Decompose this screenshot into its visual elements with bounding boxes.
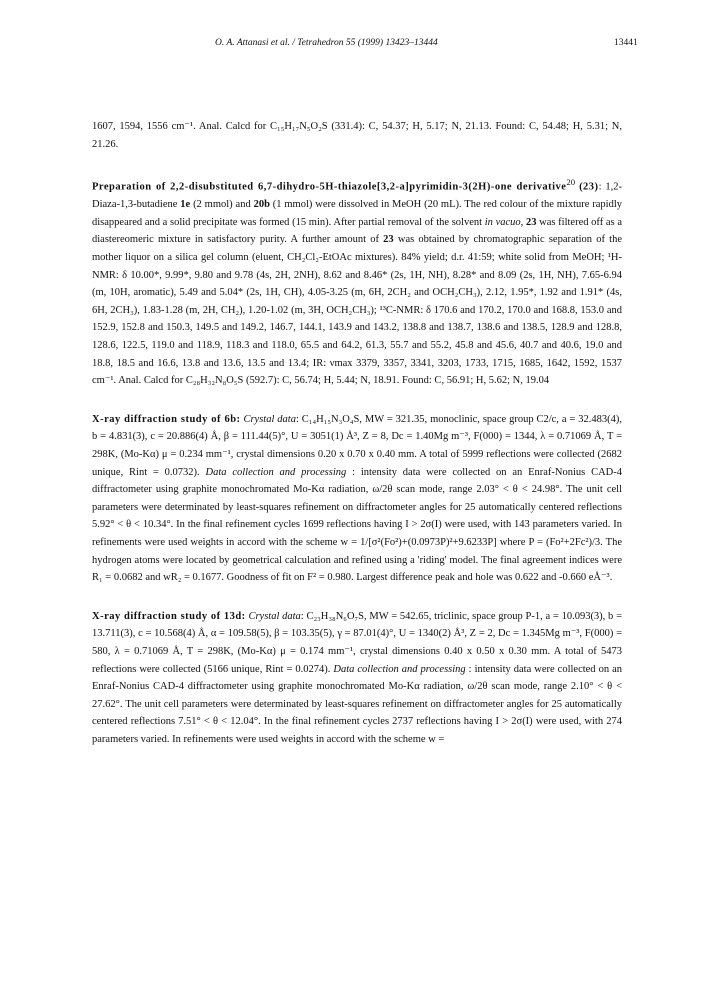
preparation-text: : 1,2-Diaza-1,3-butadiene xyxy=(92,181,622,211)
compound-number: (23) xyxy=(579,181,599,193)
running-header xyxy=(0,38,711,52)
xray-13d-heading: X-ray diffraction study of 13d: xyxy=(92,610,246,622)
data-collection-label: Data collection and processing xyxy=(205,466,347,478)
data-collection-label: Data collection and processing xyxy=(333,663,466,675)
xray-6b-text: : C₁₄H₁₅N₃O₄S, MW = 321.35, monoclinic, space group C2/c, a = 32.483(4), b = 4.831(3), c = 20.886(4) Å, β = 111.44(5)°, U = 3051(1) Å³, Z = 8, Dc = 1.40Mg m⁻³, F(000) = 1344, λ = 0.71069 Å, T = 298K, (Mo-Kα) μ = 0.234 mm⁻¹, crystal dimensions 0.20 x 0.70 x 0.40 mm. A total of 5999 reflections were collected (2682 unique, Rint = 0.0732). xyxy=(92,413,622,478)
xray-13d-text: : C₂₃H₃₈N₆O₇S, MW = 542.65, triclinic, space group P-1, a = 10.093(3), b = 13.711(3), c = 10.568(4) Å, α = 109.58(5), β = 103.35(5), γ = 87.01(4)°, U = 1340(2) Å³, Z = 2, Dc = 1.345Mg m⁻³, F(000) = 580, λ = 0.71069 Å, T = 298K, (Mo-Kα) μ = 0.174 mm⁻¹, crystal dimensions 0.40 x 0.50 x 0.30 mm. A total of 5473 reflections were collected (5166 unique, Rint = 0.0274). xyxy=(92,610,622,675)
crystal-data-label: Crystal data xyxy=(245,610,301,622)
analysis-text: 1607, 1594, 1556 cm⁻¹. Anal. Calcd for C₁₅H₁₇N₅O₂S (331.4): C, 54.37; H, 5.17; N, 21.13. Found: C, 54.48; H, 5.31; N, 21.26. xyxy=(92,121,622,150)
article-body xyxy=(92,118,622,770)
preparation-text: (1 mmol) were dissolved in MeOH (20 mL). The red colour of the mixture rapidly disappeared and a solid precipitate was formed (15 min). After partial removal of the solvent xyxy=(92,199,623,228)
preparation-text: (2 mmol) and xyxy=(190,199,254,211)
preparation-heading: Preparation of 2,2-disubstituted 6,7-dihydro-5H-thiazole[3,2-a]pyrimidin-3(2H)-one derivative xyxy=(92,181,567,193)
xray-6b-paragraph xyxy=(92,411,622,587)
running-title: O. A. Attanasi et al. / Tetrahedron 55 (1999) 13423–13444 xyxy=(215,38,438,48)
compound-ref: 23 xyxy=(383,234,394,246)
preparation-text: , xyxy=(520,216,526,228)
crystal-data-label: Crystal data xyxy=(240,413,296,425)
in-vacuo-text: in vacuo xyxy=(484,216,521,228)
compound-ref: 20b xyxy=(253,199,270,211)
compound-ref: 1e xyxy=(180,199,191,211)
xray-13d-paragraph xyxy=(92,608,622,749)
xray-6b-text: : intensity data were collected on an Enraf-Nonius CAD-4 diffractometer using graphite monochromated Mo-Kα radiation, ω/2θ scan mode, range 2.03° < θ < 24.98°. The unit cell parameters were determinated by least-squares refinement on diffractometer angles for 25 automatically centered reflections 5.92° < θ < 10.34°. In the final refinement cycles 1699 reflections having I > 2σ(I) were used, with 143 parameters varied. In refinements were used weights in accord with the scheme w = 1/[σ²(Fo²)+(0.0973P)²+9.6233P] where P = (Fo²+2Fc²)/3. The hydrogen atoms were located by geometrical calculation and refined using a 'riding' model. The final agreement indices were R₁ = 0.0682 and wR₂ = 0.1677. Goodness of fit on F² = 0.980. Largest difference peak and hole was 0.622 and -0.660 eÅ⁻³. xyxy=(92,466,622,584)
preparation-text: was obtained by chromatographic separation of the mother liquor on a silica gel column (eluent, CH₂Cl₂-EtOAc mixtures). 84% yield; d.r. 41:59; white solid from MeOH; ¹H-NMR: δ 10.00*, 9.99*, 9.80 and 9.78 (4s, 2H, 2NH), 8.62 and 8.46* (2s, 1H, NH), 8.28* and 8.09 (2s, 1H, NH), 7.65-6.94 (m, 10H, aromatic), 5.49 and 5.04* (2s, 1H, CH), 4.05-3.25 (m, 6H, 2CH₂ and OCH₂CH₃), 2.12, 1.95*, 1.92 and 1.91* (4s, 6H, 2CH₃), 1.83-1.28 (m, 2H, CH₂), 1.20-1.02 (m, 3H, OCH₂CH₃); ¹³C-NMR: δ 170.6 and 170.2, 170.0 and 168.8, 153.0 and 152.9, 152.8 and 150.3, 149.5 and 149.2, 146.7, 144.1, 143.9 and 143.2, 138.8 and 138.7, 138.6 and 138.5, 128.9 and 128.8, 128.6, 122.5, 119.0 and 118.9, 118.3 and 118.0, 65.5 and 64.2, 61.3, 55.7 and 55.2, 45.8 and 45.6, 40.7 and 40.6, 19.0 and 18.8, 18.5 and 16.6, 13.8 and 13.6, 13.5 and 13.4; IR: νmax 3379, 3357, 3341, 3203, 1733, 1715, 1685, 1642, 1592, 1537 cm⁻¹. Anal. Calcd for C₂₈H₃₂N₈O₅S (592.7): C, 56.74; H, 5.44; N, 18.91. Found: C, 56.91; H, 5.62; N, 19.04 xyxy=(92,234,622,387)
preparation-paragraph xyxy=(92,174,622,390)
preparation-text: was filtered off as a diastereomeric mixture in satisfactory purity. A further amount of xyxy=(92,216,622,246)
analysis-paragraph xyxy=(92,118,622,153)
xray-13d-text: : intensity data were collected on an Enraf-Nonius CAD-4 diffractometer using graphite monochromated Mo-Kα radiation, ω/2θ scan mode, range 2.10° < θ < 27.62°. The unit cell parameters were determinated by least-squares refinement on diffractometer angles for 25 automatically centered reflections 7.51° < θ < 12.04°. In the final refinement cycles 2737 reflections having I > 2σ(I) were used, with 274 parameters varied. In refinements were used weights in accord with the scheme w = xyxy=(92,663,622,745)
page-number: 13441 xyxy=(614,38,638,48)
heading-reference: 20 xyxy=(566,177,576,188)
xray-6b-heading: X-ray diffraction study of 6b: xyxy=(92,413,241,425)
compound-ref: 23 xyxy=(525,216,537,228)
